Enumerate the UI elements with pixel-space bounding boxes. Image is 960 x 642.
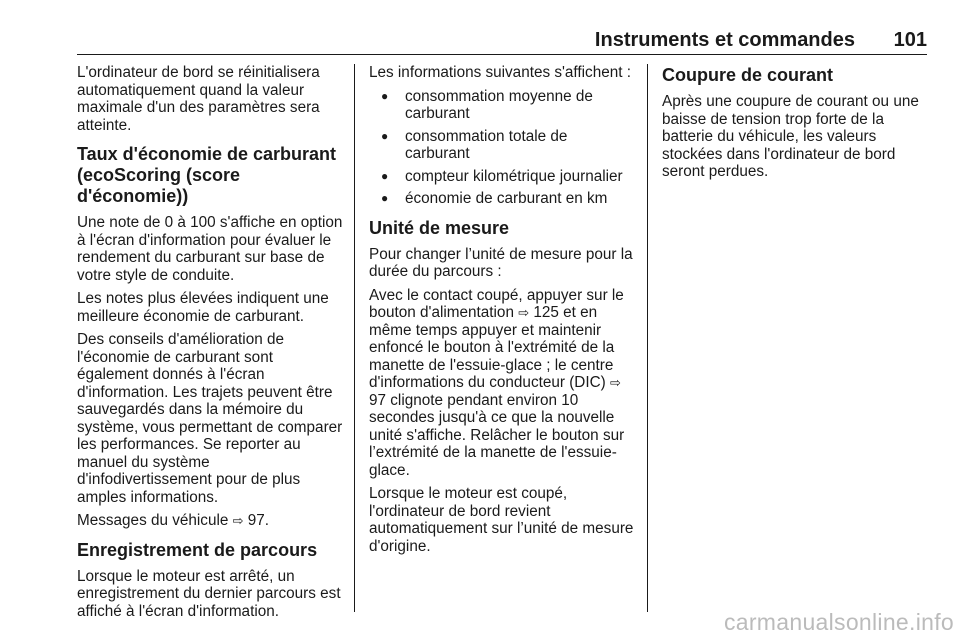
paragraph-unit-procedure [369, 287, 635, 480]
heading-trip-record: Enregistrement de parcours [77, 539, 318, 560]
procedure-ref-1: 125 [533, 304, 559, 321]
vehicle-messages-text: Messages du véhicule [77, 512, 229, 529]
list-item: ● consommation totale de carburant [369, 128, 635, 163]
paragraph-advice: Des conseils d'amélioration de l'économie de carburant sont également donnés à l'écran d'information. Les trajets peuvent être sauvegardés dans la mémoire du système, vous permettant de comparer les performances. Se reporter au manuel du système d'infodivertissement pour de plus amples informations. [77, 331, 343, 506]
heading-ecoscoring: Taux d'économie de carburant (ecoScoring (score d'économie)) [77, 144, 337, 206]
procedure-text-b: et en même temps appuyer et maintenir enfoncé le bouton à l'extrémité de la manette de l'essuie-glace ; le centre d'informations du conducteur (DIC) [369, 304, 615, 391]
paragraph-vehicle-messages [77, 512, 345, 530]
column-left [77, 64, 345, 626]
page-reference-arrow-icon [610, 374, 621, 391]
info-list [369, 88, 635, 208]
watermark: carmanualsonline.info [723, 609, 954, 635]
list-item: ● compteur kilométrique journalier [369, 168, 635, 186]
page-reference-arrow-icon [518, 304, 529, 321]
column-middle [369, 64, 635, 561]
procedure-text-a: Avec le contact coupé, appuyer sur le bouton d'alimentation [369, 286, 624, 321]
paragraph-higher-scores: Les notes plus élevées indiquent une meilleure économie de carburant. [77, 290, 329, 325]
paragraph-power-cut: Après une coupure de courant ou une baisse de tension trop forte de la batterie du véhicule, les valeurs stockées dans l'ordinateur de bord seront perdues. [662, 93, 919, 180]
page-reference-arrow-icon [233, 512, 244, 529]
page-number: 101 [893, 29, 927, 51]
paragraph-trip-record: Lorsque le moteur est arrêté, un enregistrement du dernier parcours est affiché à l'écran d'information. [77, 567, 341, 620]
column-divider-1 [354, 64, 355, 612]
paragraph-change-unit: Pour changer l’unité de mesure pour la durée du parcours : [369, 245, 633, 280]
column-divider-2 [647, 64, 648, 612]
vehicle-messages-ref: 97. [247, 512, 270, 529]
paragraph-score: Une note de 0 à 100 s'affiche en option à l'écran d'information pour évaluer le rendement du carburant sur base de votre style de conduite. [77, 214, 343, 284]
heading-unit: Unité de mesure [369, 217, 510, 238]
paragraph-engine-off: Lorsque le moteur est coupé, l'ordinateur de bord revient automatiquement sur l’unité de mesure d'origine. [369, 485, 634, 555]
paragraph-info-intro: Les informations suivantes s'affichent : [369, 64, 631, 81]
header-divider [77, 54, 927, 55]
heading-power-cut: Coupure de courant [662, 65, 834, 85]
page-header [77, 26, 927, 54]
paragraph-reset: L'ordinateur de bord se réinitialisera automatiquement quand la valeur maximale d'un des paramètres sera atteinte. [77, 64, 320, 134]
procedure-ref-2: 97 [369, 391, 387, 409]
list-item: ● économie de carburant en km [369, 190, 635, 208]
procedure-text-c: clignote pendant environ 10 secondes jusqu'à ce que la nouvelle unité s'affiche. Relâcher le bouton sur l’extrémité de la manette de l'essuie-glace. [369, 391, 625, 479]
section-title: Instruments et commandes [594, 29, 855, 51]
list-item: ● consommation moyenne de carburant [369, 88, 635, 123]
column-right [662, 64, 928, 187]
